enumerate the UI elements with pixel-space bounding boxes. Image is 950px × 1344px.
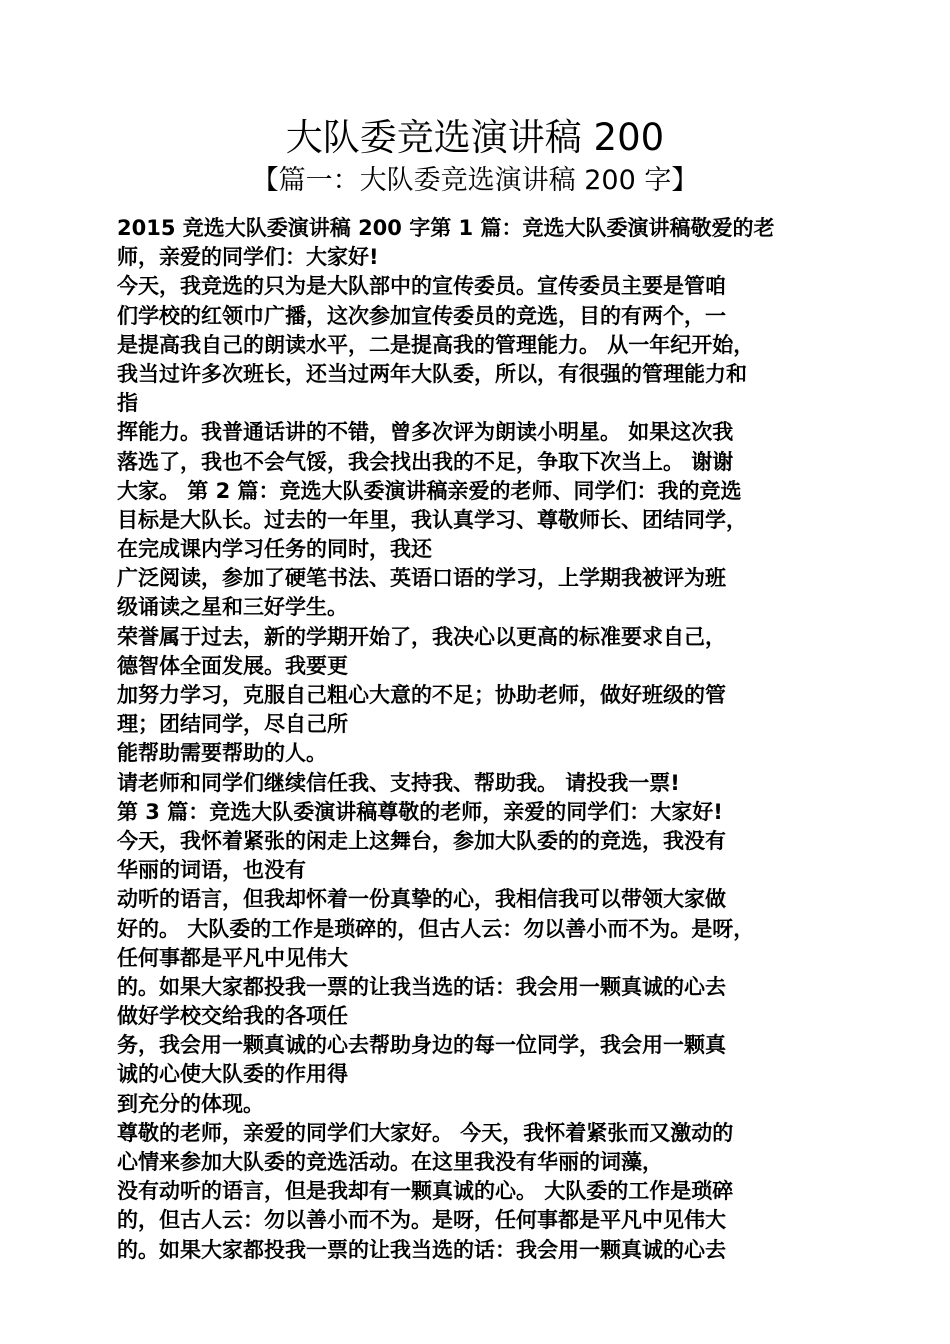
- body-line: 没有动听的语言，但是我却有一颗真诚的心。 大队委的工作是琐碎: [117, 1179, 734, 1204]
- body-line: 动听的语言，但我却怀着一份真挚的心，我相信我可以带领大家做: [117, 887, 726, 912]
- body-line: 任何事都是平凡中见伟大: [117, 945, 348, 970]
- body-line: 广泛阅读，参加了硬笔书法、英语口语的学习，上学期我被评为班: [117, 566, 726, 591]
- body-line: 第 3 篇：竞选大队委演讲稿尊敬的老师，亲爱的同学们：大家好!: [117, 799, 723, 824]
- body-line: 华丽的词语，也没有: [117, 858, 306, 883]
- body-line: 尊敬的老师，亲爱的同学们大家好。 今天，我怀着紧张而又激动的: [117, 1120, 734, 1145]
- body-line: 师，亲爱的同学们：大家好!: [117, 245, 379, 270]
- document-body: [117, 214, 837, 1265]
- body-line: 德智体全面发展。我要更: [117, 653, 348, 678]
- body-line: 大家。 第 2 篇：竞选大队委演讲稿亲爱的老师、同学们：我的竞选: [117, 478, 742, 503]
- document-subtitle: 【篇一：大队委竞选演讲稿 200 字】: [251, 165, 699, 196]
- body-line: 能帮助需要帮助的人。: [117, 741, 327, 766]
- body-line: 请老师和同学们继续信任我、支持我、帮助我。 请投我一票!: [117, 770, 680, 795]
- body-line: 挥能力。我普通话讲的不错，曾多次评为朗读小明星。 如果这次我: [117, 420, 734, 445]
- body-line: 的，但古人云：勿以善小而不为。是呀，任何事都是平凡中见伟大: [117, 1208, 726, 1233]
- body-line: 在完成课内学习任务的同时，我还: [117, 537, 432, 562]
- body-line: 务，我会用一颗真诚的心去帮助身边的每一位同学，我会用一颗真: [117, 1033, 726, 1058]
- body-line: 指: [117, 391, 138, 416]
- body-line: 目标是大队长。过去的一年里，我认真学习、尊敬师长、团结同学，: [117, 507, 747, 532]
- body-line: 今天，我怀着紧张的闲走上这舞台，参加大队委的的竞选，我没有: [117, 828, 726, 853]
- body-line: 们学校的红领巾广播，这次参加宣传委员的竞选，目的有两个，一: [117, 303, 726, 328]
- body-line: 我当过许多次班长，还当过两年大队委，所以，有很强的管理能力和: [117, 361, 747, 386]
- body-line: 加努力学习，克服自己粗心大意的不足；协助老师，做好班级的管: [117, 683, 726, 707]
- body-line: 做好学校交给我的各项任: [117, 1004, 348, 1029]
- body-line: 落选了，我也不会气馁，我会找出我的不足，争取下次当上。 谢谢: [117, 449, 734, 474]
- body-line: 级诵读之星和三好学生。: [117, 595, 348, 620]
- document-title: 大队委竞选演讲稿 200: [285, 116, 665, 159]
- body-line: 的。如果大家都投我一票的让我当选的话：我会用一颗真诚的心去: [117, 1237, 726, 1262]
- body-line: 是提高我自己的朗读水平，二是提高我的管理能力。 从一年纪开始，: [117, 332, 755, 357]
- body-line: 今天，我竞选的只为是大队部中的宣传委员。宣传委员主要是管咱: [117, 274, 726, 299]
- body-line: 的。如果大家都投我一票的让我当选的话：我会用一颗真诚的心去: [117, 974, 726, 999]
- body-line: 理；团结同学，尽自己所: [117, 712, 348, 737]
- body-line: 荣誉属于过去，新的学期开始了，我决心以更高的标准要求自己，: [117, 624, 726, 649]
- body-line: 心情来参加大队委的竞选活动。在这里我没有华丽的词藻，: [117, 1150, 663, 1174]
- body-line: 诚的心使大队委的作用得: [117, 1062, 348, 1087]
- body-line: 2015 竞选大队委演讲稿 200 字第 1 篇：竞选大队委演讲稿敬爱的老: [117, 216, 775, 240]
- body-line: 到充分的体现。: [117, 1091, 264, 1116]
- body-line: 好的。 大队委的工作是琐碎的，但古人云：勿以善小而不为。是呀，: [117, 916, 755, 941]
